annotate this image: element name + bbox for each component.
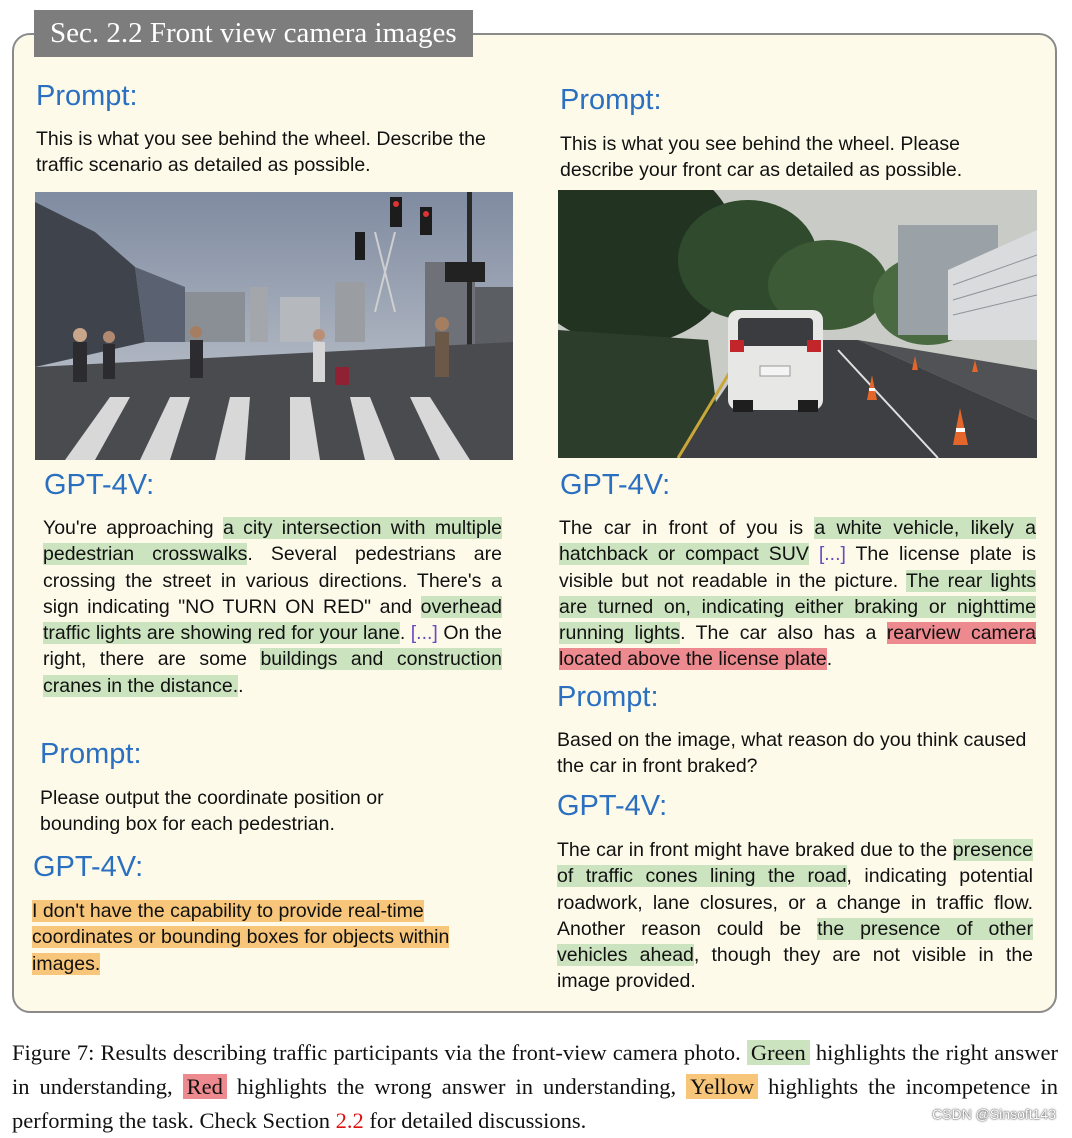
watermark: CSDN @Sinsoft143 <box>932 1106 1056 1122</box>
correct-highlight: presence of traffic cones lining the road <box>557 839 1033 888</box>
left-gpt1-heading: GPT-4V: <box>44 469 155 501</box>
right-prompt2-heading: Prompt: <box>557 681 659 713</box>
left-gpt2-heading: GPT-4V: <box>33 851 144 883</box>
correct-highlight: overhead traffic lights are showing red for your lane <box>43 595 502 645</box>
correct-highlight: a white vehicle, likely a hatchback or compact SUV <box>559 517 1036 566</box>
right-prompt1-text: This is what you see behind the wheel. Please describe your front car as detailed as possible. <box>560 133 963 182</box>
legend-red: Red <box>183 1074 227 1099</box>
section-tag: Sec. 2.2 Front view camera images <box>34 10 473 57</box>
left-gpt1-answer: You're approaching a city intersection with multiple pedestrian crosswalks. Several pedestrians are crossing the street in various directions. There's a sign indicating "NO TURN ON RED" and overhead traffic lights are showing red for your lane. [...] On the right, there are some buildings and construction cranes in the distance.. <box>43 517 503 697</box>
correct-highlight: The rear lights are turned on, indicating either braking or nighttime running lights <box>559 569 1036 645</box>
right-gpt2-heading: GPT-4V: <box>557 790 668 822</box>
right-gpt1-heading: GPT-4V: <box>560 469 671 501</box>
correct-highlight: the presence of other vehicles ahead <box>557 917 1033 967</box>
left-prompt2-heading: Prompt: <box>40 738 142 770</box>
omission-marker: [...] <box>410 622 438 645</box>
omission-marker: [...] <box>818 543 846 566</box>
incompetence-highlight: I don't have the capability to provide real-time coordinates or bounding boxes for objects within images. <box>32 900 450 975</box>
front-car-photo <box>558 190 1037 458</box>
left-prompt2-text: Please output the coordinate position or bounding box for each pedestrian. <box>40 787 384 836</box>
left-gpt2-answer <box>32 898 518 977</box>
section-reference-link[interactable]: 2.2 <box>335 1108 364 1133</box>
right-gpt1-answer: The car in front of you is a white vehicle, likely a hatchback or compact SUV [...] The license plate is visible but not readable in the picture. The rear lights are turned on, indicating either braking or nighttime running lights. The car also has a rearview camera located above the license plate. <box>559 517 1036 671</box>
right-prompt2-text: Based on the image, what reason do you think caused the car in front braked? <box>557 729 1027 778</box>
correct-highlight: buildings and construction cranes in the distance. <box>43 648 502 697</box>
legend-green: Green <box>747 1040 810 1065</box>
legend-yellow: Yellow <box>686 1074 758 1099</box>
right-gpt2-answer: The car in front might have braked due to the presence of traffic cones lining the road, indicating potential roadwork, lane closures, or a change in traffic flow. Another reason could be the presence of other vehicles ahead, though they are not visible in the image provided. <box>557 839 1034 993</box>
wrong-highlight: rearview camera located above the license plate <box>559 622 1036 671</box>
figure-caption: Figure 7: Results describing traffic participants via the front-view camera photo. Green highlights the right answer in understanding, Red highlights the wrong answer in understanding, Yellow highlights the incompetence in performing the task. Check Section 2.2 for detailed discussions. <box>12 1040 1059 1133</box>
correct-highlight: a city intersection with multiple pedestrian crosswalks <box>43 517 503 566</box>
right-prompt1-heading: Prompt: <box>560 84 662 116</box>
left-prompt1-heading: Prompt: <box>36 80 138 112</box>
intersection-photo <box>35 192 513 460</box>
left-prompt1-text: This is what you see behind the wheel. Describe the traffic scenario as detailed as possible. <box>36 128 486 177</box>
